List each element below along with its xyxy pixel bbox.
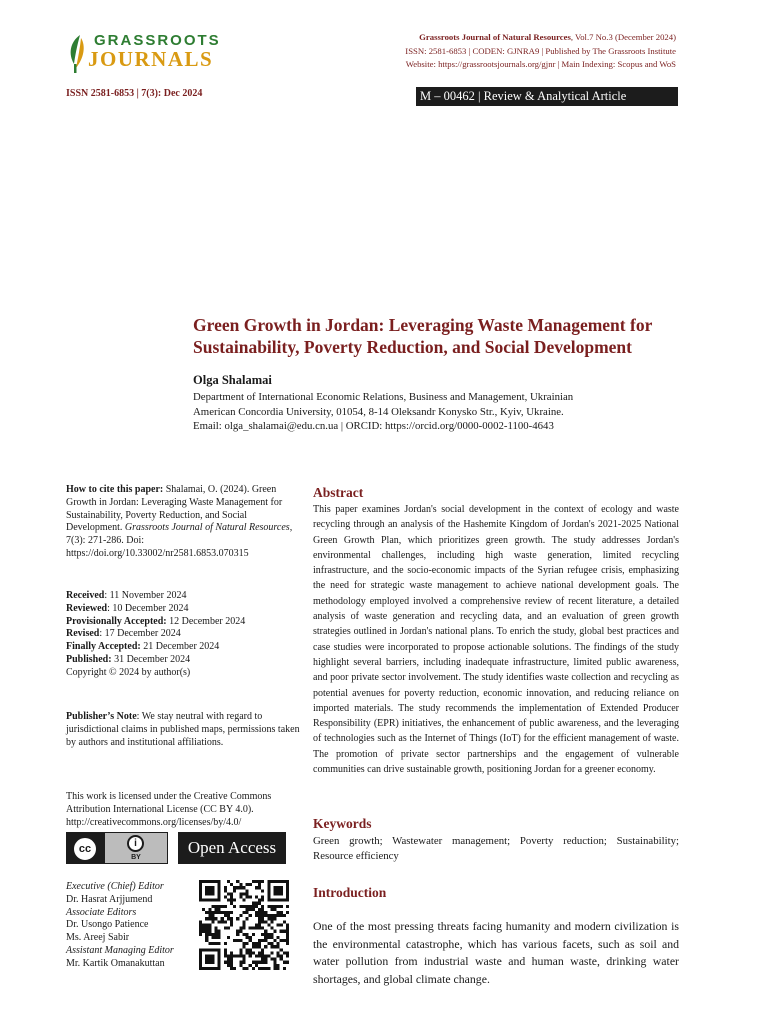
date-finally-accepted: [66, 641, 300, 654]
masthead-line-3: Website: https://grassrootsjournals.org/gjnr | Main Indexing: Scopus and WoS: [405, 59, 676, 69]
grassroots-leaf-logo-icon: [66, 34, 88, 74]
by-label: BY: [131, 854, 141, 861]
by-panel: [105, 833, 167, 863]
date-received: [66, 590, 300, 603]
date-label: Provisionally Accepted:: [66, 615, 167, 627]
date-value: : 11 November 2024: [104, 590, 187, 601]
journal-issue: , Vol.7 No.3 (December 2024): [570, 32, 676, 42]
affiliation-line-3: Email: olga_shalamai@edu.cn.ua | ORCID: https://orcid.org/0000-0002-1100-4643: [193, 420, 554, 432]
date-value: : 17 December 2024: [99, 628, 181, 640]
creative-commons-icon: cc: [72, 836, 98, 862]
copyright-line: Copyright © 2024 by author(s): [66, 666, 191, 678]
date-label: Published:: [66, 653, 112, 665]
abstract-heading: Abstract: [313, 485, 364, 500]
journal-logo: [66, 32, 226, 72]
attribution-person-icon: i: [127, 835, 144, 852]
editorial-board: [66, 881, 196, 971]
introduction-text: One of the most pressing threats facing humanity and modern civilization is the environmental catastrophe, which has various facets, such as soil and water pollution from industrial waste and human waste, drinking water shortages, and global climate change.: [313, 919, 679, 986]
date-value: 21 December 2024: [140, 641, 220, 653]
date-value: 12 December 2024: [166, 615, 246, 627]
date-label: Finally Accepted:: [66, 641, 141, 653]
article-type-bar: M – 00462 | Review & Analytical Article: [416, 87, 678, 106]
citation-label: How to cite this paper:: [66, 484, 164, 495]
affiliation-line-1: Department of International Economic Relations, Business and Management, Ukrainian: [193, 391, 574, 403]
issn-issue-label: ISSN 2581-6853 | 7(3): Dec 2024: [66, 88, 203, 99]
paper-title: Green Growth in Jordan: Leveraging Waste Management for Sustainability, Poverty Reduction, and Social Development: [193, 315, 653, 357]
masthead-line-2: ISSN: 2581-6853 | CODEN: GJNRA9 | Published by The Grassroots Institute: [405, 45, 676, 56]
date-label: Revised: [66, 628, 100, 640]
citation-text-b: 7(3): 271-286. Doi: https://doi.org/10.33002/nr2581.6853.070315: [66, 535, 249, 559]
license-statement: [66, 791, 300, 829]
license-link[interactable]: http://creativecommons.org/licenses/by/4.0/: [66, 816, 242, 828]
date-reviewed: [66, 603, 300, 616]
introduction-heading: Introduction: [313, 885, 387, 900]
date-value: 31 December 2024: [111, 653, 191, 665]
editor-name: Ms. Areej Sabir: [66, 932, 130, 944]
logo-word-journals: JOURNALS: [88, 47, 214, 71]
affiliation-line-2: American Concordia University, 01054, 8-14 Oleksandr Konysko Str., Kyiv, Ukraine.: [193, 405, 564, 418]
masthead-line-1: [405, 31, 676, 45]
license-text: This work is licensed under the Creative Commons Attribution International License (CC BY 4.0).: [66, 791, 272, 815]
date-value: : 10 December 2024: [107, 602, 189, 614]
publisher-note-label: Publisher’s Note: [66, 711, 137, 722]
open-access-badge[interactable]: Open Access: [178, 832, 286, 864]
citation-text-a: Shalamai, O. (2024). Green Growth in Jordan: Leveraging Waste Management for Sustainability, Poverty Reduction, and Social Development.: [66, 484, 283, 534]
author-affiliation: [193, 390, 693, 434]
date-provisionally-accepted: [66, 616, 300, 629]
keywords-heading: Keywords: [313, 816, 372, 831]
logo-word-grassroots: GRASSROOTS: [94, 32, 221, 49]
qr-code-icon[interactable]: [199, 880, 289, 970]
editor-role: Executive (Chief) Editor: [66, 881, 164, 892]
abstract-text: This paper examines Jordan's social development in the context of ecology and waste recycling through an analysis of the Hashemite Kingdom of Jordan's 2021-2025 National Green Growth Plan, which prioritizes green growth. The study addresses Jordan's environmental challenges, including high waste generation, limited recycling infrastructure, and the socio-economic impacts of the Syrian refugee crisis, emphasizing the need for strategic waste management to achieve national development goals. The methodology employed involved a comprehensive review of recent literature, a detailed analysis of waste generation and recycling data, and an evaluation of green growth strategies outlined in Jordan's national plans. To enrich the study, global best practices and case studies were incorporated to propose actionable solutions. The findings of the study highlight several barriers, including inadequate infrastructure, limited public awareness, and poor private sector involvement. The study identifies waste collection and recycling as potential avenues for poverty reduction, economic innovation, and reducing reliance on imported materials. The study recommends the implementation of Extended Producer Responsibility (EPR) initiatives, the enhancement of public awareness, and the leveraging of technologies such as the Internet of Things (IoT) for the efficient management of waste. The promotion of private sector partnerships and the engagement of vulnerable communities can drive sustainable growth, positioning Jordan for a greener economy.: [313, 504, 679, 776]
date-label: Reviewed: [66, 602, 108, 614]
editor-name: Mr. Kartik Omanakuttan: [66, 957, 165, 969]
editor-name: Dr. Hasrat Arjjumend: [66, 893, 153, 905]
editor-role: Associate Editors: [66, 906, 137, 918]
publisher-note: [66, 711, 300, 749]
journal-name: Grassroots Journal of Natural Resources: [419, 32, 571, 42]
keywords-text: Green growth; Wastewater management; Poverty reduction; Sustainability; Resource efficiency: [313, 835, 679, 862]
date-revised: [66, 628, 300, 641]
cc-by-badge[interactable]: [66, 832, 168, 864]
journal-masthead: [405, 31, 676, 72]
date-label: Received: [66, 590, 105, 601]
article-dates: [66, 590, 300, 680]
citation-block: [66, 484, 300, 561]
citation-journal: Grassroots Journal of Natural Resources,: [124, 522, 293, 534]
editor-name: Dr. Usongo Patience: [66, 919, 149, 931]
publisher-note-text: : We stay neutral with regard to jurisdictional claims in published maps, permissions taken by authors and institutional affiliations.: [66, 711, 300, 748]
date-published: [66, 654, 300, 667]
editor-role: Assistant Managing Editor: [66, 944, 174, 956]
author-name: Olga Shalamai: [193, 373, 272, 387]
